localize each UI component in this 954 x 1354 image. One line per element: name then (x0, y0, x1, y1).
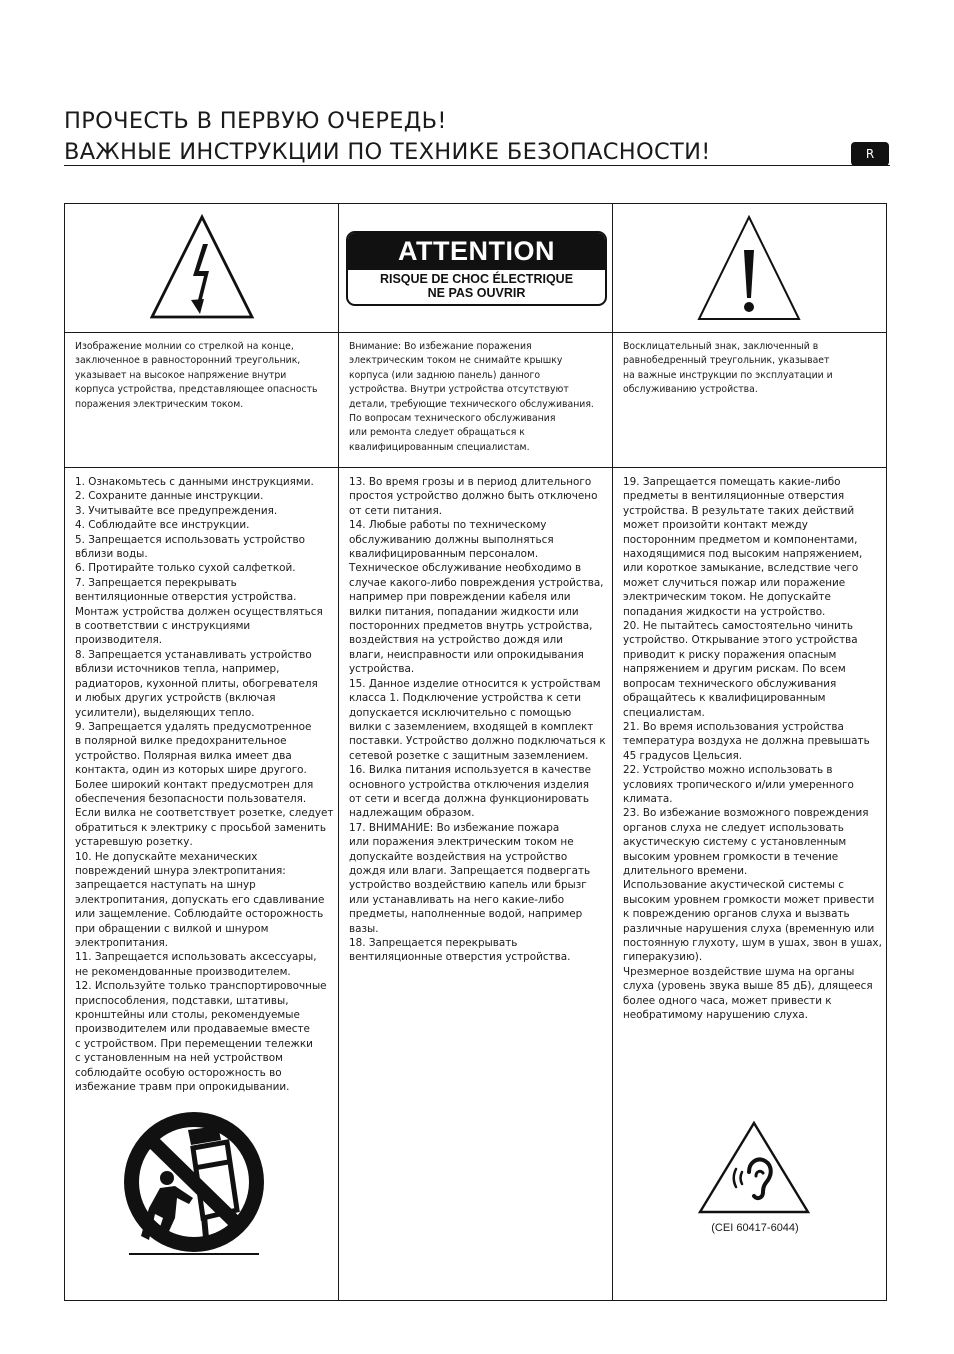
instruction-line: устройства. (349, 663, 415, 676)
instruction-line: условиях тропического и/или умеренного (623, 778, 854, 791)
instruction-line: электропитания. (75, 937, 169, 949)
instruction-line: постоянную глухоту, шум в ушах, звон в ушах, (623, 937, 882, 949)
instruction-line: приспособления, подставки, штативы, (75, 994, 289, 1007)
instruction-line: устройство. Открывание этого устройства (623, 634, 858, 647)
instruction-line: воздействия на устройство дождя или (349, 634, 563, 647)
attention-heading: ATTENTION (348, 233, 605, 270)
hearing-damage-warning-icon (697, 1120, 811, 1216)
instruction-line: 20. Не пытайтесь самостоятельно чинить (623, 620, 854, 633)
instruction-line: Чрезмерное воздействие шума на органы (623, 965, 855, 978)
instruction-line: основного устройства отключения изделия (349, 778, 589, 791)
instruction-line: посторонним предметом и компонентами, (623, 533, 858, 546)
hearing-symbol-caption: (CEI 60417-6044) (711, 1222, 799, 1234)
instruction-line: 15. Данное изделие относится к устройствам (349, 677, 601, 690)
title-underline (64, 165, 890, 166)
instruction-line: простоя устройство должно быть отключено (349, 490, 598, 503)
description-line: Внимание: Во избежание поражения (349, 341, 532, 352)
description-line: Изображение молнии со стрелкой на конце, (75, 341, 294, 352)
instruction-line: случае какого-либо повреждения устройства, (349, 576, 604, 589)
instruction-line: 6. Протирайте только сухой салфеткой. (75, 562, 296, 575)
title-line-2: ВАЖНЫЕ ИНСТРУКЦИИ ПО ТЕХНИКЕ БЕЗОПАСНОСТИ! (64, 139, 711, 165)
instruction-line: 11. Запрещается использовать аксессуары, (75, 951, 317, 964)
instruction-line: Техническое обслуживание необходимо в (349, 562, 582, 575)
instruction-line: класса 1. Подключение устройства к сети (349, 692, 582, 705)
instruction-line: производителя. (75, 634, 163, 647)
instruction-line: соблюдайте особую осторожность во (75, 1066, 282, 1079)
row-divider-2 (65, 467, 886, 468)
instruction-line: специалистам. (623, 706, 705, 719)
instruction-line: допускайте воздействия на устройство (349, 850, 568, 863)
instruction-line: обеспечения безопасности пользователя. (75, 792, 307, 805)
instruction-line: 10. Не допускайте механических (75, 850, 258, 863)
description-line: корпуса устройства, представляющее опасность (75, 384, 318, 396)
instruction-line: посторонних предметов внутрь устройства, (349, 620, 593, 633)
instruction-line: устройство воздействию капель или брызг (349, 879, 587, 892)
column-divider-2 (612, 204, 613, 1300)
attention-label (346, 231, 607, 306)
language-badge: R (851, 142, 889, 166)
instruction-line: электропитания, допускать его сдавливание (75, 893, 325, 906)
instruction-line: поставки. Устройство должно подключаться к (349, 735, 606, 748)
instruction-line: или устанавливать на него какие-либо (349, 893, 565, 906)
instruction-line: запрещается наступать на шнур (75, 879, 256, 892)
instruction-line: 21. Во время использования устройства (623, 720, 844, 733)
description-line: обслуживанию устройства. (623, 384, 758, 396)
instruction-line: обслуживанию должны выполняться (349, 533, 554, 546)
instruction-line: например при повреждении кабеля или (349, 591, 571, 604)
description-line: поражения электрическим током. (75, 398, 244, 410)
instruction-line: устаревшую розетку. (75, 836, 193, 849)
description-attention (349, 340, 607, 455)
instruction-line: 16. Вилка питания используется в качестве (349, 764, 592, 777)
instruction-line: предметы в вентиляционные отверстия (623, 490, 845, 503)
instruction-line: Более широкий контакт предусмотрен для (75, 778, 314, 791)
instruction-line: может случиться пожар или поражение (623, 576, 846, 589)
description-line: Восклицательный знак, заключенный в (623, 341, 819, 352)
instruction-line: радиаторов, кухонной плиты, обогревателя (75, 677, 318, 690)
instruction-line: акустическую систему с установленным (623, 836, 847, 849)
instruction-line: 45 градусов Цельсия. (623, 749, 743, 762)
instruction-line: контакта, один из которых шире другого. (75, 764, 307, 777)
instruction-line: влаги, неисправности или опрокидывания (349, 648, 584, 661)
description-line: По вопросам технического обслуживания (349, 413, 556, 425)
page-title (64, 106, 894, 168)
instruction-line: 17. ВНИМАНИЕ: Во избежание пожара (349, 821, 560, 834)
instruction-line: 2. Сохраните данные инструкции. (75, 490, 264, 503)
attention-subtitle-2: NE PAS OUVRIR (427, 286, 526, 300)
instruction-line: вилки с заземлением, входящей в комплект (349, 720, 594, 733)
instruction-line: 14. Любые работы по техническому (349, 519, 547, 532)
instruction-line: производителем или продаваемые вместе (75, 1023, 310, 1036)
instruction-line: с устройством. При перемещении тележки (75, 1037, 313, 1050)
instruction-line: напряжением и другим рискам. По всем (623, 663, 846, 676)
instruction-line: при обращении с вилкой и шнуром (75, 922, 269, 935)
instruction-line: от сети и всегда должна функционировать (349, 792, 589, 805)
column-divider-1 (338, 204, 339, 1300)
instruction-line: 12. Используйте только транспортировочные (75, 980, 327, 993)
instruction-line: вблизи источников тепла, например, (75, 663, 280, 676)
instruction-line: длительного времени. (623, 864, 748, 877)
instruction-line: не рекомендованные производителем. (75, 965, 291, 978)
instruction-line: кронштейны или столы, рекомендуемые (75, 1009, 300, 1022)
description-line: равнобедренный треугольник, указывает (623, 355, 830, 367)
row-divider-1 (65, 332, 886, 333)
instruction-line: 3. Учитывайте все предупреждения. (75, 504, 278, 517)
description-line: указывает на высокое напряжение внутри (75, 369, 287, 381)
description-line: или ремонта следует обращаться к (349, 427, 525, 439)
instruction-line: попадания жидкости на устройство. (623, 605, 826, 618)
instruction-line: устройства. В результате таких действий (623, 504, 855, 517)
instruction-line: обратиться к электрику с просьбой заменить (75, 821, 326, 834)
instruction-line: вазы. (349, 922, 379, 935)
instruction-line: 7. Запрещается перекрывать (75, 576, 237, 589)
instruction-line: вблизи воды. (75, 548, 148, 561)
instruction-line: предметы, наполненные водой, например (349, 908, 583, 921)
description-line: корпуса (или заднюю панель) данного (349, 369, 541, 381)
attention-subtitle-1: RISQUE DE CHOC ÉLECTRIQUE (379, 272, 574, 286)
instruction-line: в соответствии с инструкциями (75, 620, 251, 633)
instruction-line: 23. Во избежание возможного повреждения (623, 807, 869, 820)
description-line: электрическим током не снимайте крышку (349, 355, 563, 367)
instructions-column-3 (623, 475, 885, 1022)
instruction-line: обращайтесь к квалифицированным (623, 692, 826, 705)
instruction-line: избежание травм при опрокидывании. (75, 1081, 290, 1094)
description-line: заключенное в равносторонний треугольник, (75, 355, 301, 367)
instruction-line: 22. Устройство можно использовать в (623, 764, 833, 777)
instruction-line: усилители), выделяющих тепло. (75, 706, 255, 719)
instruction-line: климата. (623, 792, 673, 805)
instruction-line: 9. Запрещается удалять предусмотренное (75, 720, 312, 733)
instruction-line: высоким уровнем громкости в течение (623, 850, 839, 863)
description-line: детали, требующие технического обслуживания. (349, 398, 594, 410)
instruction-line: 5. Запрещается использовать устройство (75, 533, 305, 546)
instruction-line: 1. Ознакомьтесь с данными инструкциями. (75, 476, 314, 488)
lightning-triangle-icon (149, 214, 255, 320)
instruction-line: вентиляционные отверстия устройства. (75, 591, 297, 604)
instruction-line: квалифицированным персоналом. (349, 548, 539, 561)
instruction-line: к повреждению органов слуха и вызвать (623, 908, 850, 921)
instruction-line: сетевой розетке с защитным заземлением. (349, 749, 589, 762)
instruction-line: электрическим током. Не допускайте (623, 591, 831, 604)
instruction-line: гиперакузию). (623, 951, 703, 964)
instruction-line: в полярной вилке предохранительное (75, 735, 287, 748)
instruction-line: 4. Соблюдайте все инструкции. (75, 519, 250, 532)
description-line: квалифицированным специалистам. (349, 441, 530, 453)
instruction-line: устройство. Полярная вилка имеет два (75, 749, 292, 762)
instruction-line: 8. Запрещается устанавливать устройство (75, 648, 312, 661)
description-line: на важные инструкции по эксплуатации и (623, 369, 833, 381)
instruction-line: или короткое замыкание, вследствие чего (623, 562, 859, 575)
instruction-line: вилки питания, попадании жидкости или (349, 605, 579, 618)
instruction-line: необратимому нарушению слуха. (623, 1009, 808, 1022)
title-line-1: ПРОЧЕСТЬ В ПЕРВУЮ ОЧЕРЕДЬ! (64, 108, 447, 134)
instruction-line: повреждений шнура электропитания: (75, 864, 286, 877)
instruction-line: надлежащим образом. (349, 807, 475, 820)
instruction-line: дождя или влаги. Запрещается подвергать (349, 864, 591, 877)
instruction-line: 19. Запрещается помещать какие-либо (623, 476, 841, 488)
instruction-line: приводит к риску поражения опасным (623, 648, 837, 661)
instructions-column-2 (349, 475, 611, 965)
instruction-line: 18. Запрещается перекрывать (349, 937, 518, 949)
cart-tip-over-warning-icon (115, 1108, 273, 1258)
instruction-line: 13. Во время грозы и в период длительного (349, 476, 592, 488)
description-lightning (75, 340, 333, 412)
instruction-line: вопросам технического обслуживания (623, 677, 837, 690)
instruction-line: Использование акустической системы с (623, 879, 844, 892)
instruction-line: с установленным на ней устройством (75, 1052, 283, 1065)
instruction-line: или защемление. Соблюдайте осторожность (75, 908, 324, 921)
instruction-line: органов слуха не следует использовать (623, 821, 844, 834)
instruction-line: от сети питания. (349, 504, 442, 517)
description-line: устройства. Внутри устройства отсутствуют (349, 384, 569, 396)
instruction-line: вентиляционные отверстия устройства. (349, 951, 571, 964)
safety-table (64, 203, 887, 1301)
instruction-line: высоким уровнем громкости может привести (623, 893, 875, 906)
instruction-line: Монтаж устройства должен осуществляться (75, 605, 323, 618)
instruction-line: различные нарушения слуха (временную или (623, 922, 875, 935)
instruction-line: более одного часа, может привести к (623, 994, 832, 1007)
instruction-line: находящимися под высоким напряжением, (623, 548, 863, 561)
instruction-line: температура воздуха не должна превышать (623, 735, 870, 748)
instructions-column-1 (75, 475, 337, 1094)
instruction-line: и любых других устройств (включая (75, 692, 276, 705)
instruction-line: Если вилка не соответствует розетке, следует (75, 807, 334, 820)
instruction-line: или поражения электрическим током не (349, 836, 574, 849)
description-exclamation (623, 340, 881, 398)
exclamation-triangle-icon (696, 214, 802, 322)
instruction-line: допускается исключительно с помощью (349, 706, 572, 719)
instruction-line: слуха (уровень звука выше 85 дБ), длящееся (623, 980, 873, 993)
instruction-line: может произойти контакт между (623, 519, 808, 532)
